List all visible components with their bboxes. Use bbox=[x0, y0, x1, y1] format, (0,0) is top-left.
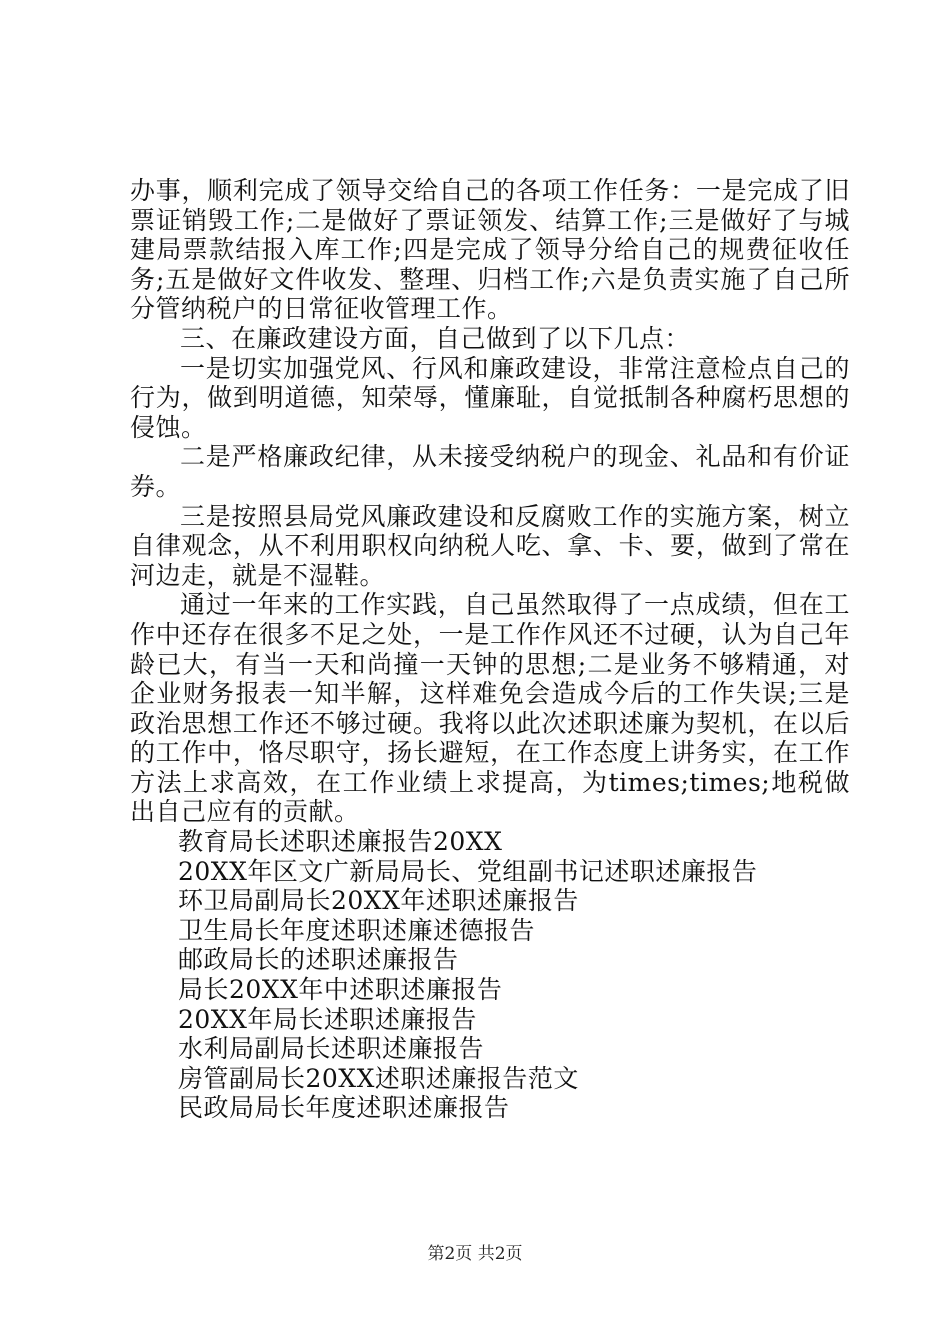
related-title: 水利局副局长述职述廉报告 bbox=[178, 1034, 485, 1064]
document-body bbox=[130, 176, 850, 1123]
related-title: 20XX年区文广新局局长、党组副书记述职述廉报告 bbox=[178, 856, 758, 886]
related-title: 环卫局副局长20XX年述职述廉报告 bbox=[178, 886, 579, 916]
related-title: 20XX年局长述职述廉报告 bbox=[178, 1004, 477, 1034]
related-title: 教育局长述职述廉报告20XX bbox=[178, 827, 503, 857]
paragraph-4: 二是严格廉政纪律，从未接受纳税户的现金、礼品和有价证券。 bbox=[130, 442, 850, 501]
paragraph-6: 通过一年来的工作实践，自己虽然取得了一点成绩，但在工作中还存在很多不足之处，一是工作作风还不过硬，认为自己年龄已大，有当一天和尚撞一天钟的思想;二是业务不够精通，对企业财务报表一知半解，这样难免会造成今后的工作失误;三是政治思想工作还不够过硬。我将以此次述职述廉为契机，在以后的工作中，恪尽职守，扬长避短，在工作态度上讲务实，在工作方法上求高效，在工作业绩上求提高，为times;times;地税做出自己应有的贡献。 bbox=[130, 590, 850, 827]
related-title: 房管副局长20XX述职述廉报告范文 bbox=[178, 1063, 579, 1093]
related-title: 民政局局长年度述职述廉报告 bbox=[178, 1093, 510, 1123]
paragraph-1: 办事，顺利完成了领导交给自己的各项工作任务：一是完成了旧票证销毁工作;二是做好了票证领发、结算工作;三是做好了与城建局票款结报入库工作;四是完成了领导分给自己的规费征收任务;五是做好文件收发、整理、归档工作;六是负责实施了自己所分管纳税户的日常征收管理工作。 bbox=[130, 176, 850, 324]
related-titles-list bbox=[130, 827, 850, 1123]
related-title: 卫生局长年度述职述廉述德报告 bbox=[178, 915, 536, 945]
related-title: 局长20XX年中述职述廉报告 bbox=[178, 975, 503, 1005]
page-number-footer: 第2页 共2页 bbox=[427, 1244, 523, 1264]
paragraph-2: 三、在廉政建设方面，自己做到了以下几点： bbox=[180, 323, 691, 353]
related-title: 邮政局长的述职述廉报告 bbox=[178, 945, 459, 975]
paragraph-5: 三是按照县局党风廉政建设和反腐败工作的实施方案，树立自律观念，从不利用职权向纳税人吃、拿、卡、要，做到了常在河边走，就是不湿鞋。 bbox=[130, 501, 850, 590]
paragraph-3: 一是切实加强党风、行风和廉政建设，非常注意检点自己的行为，做到明道德，知荣辱，懂廉耻，自觉抵制各种腐朽思想的侵蚀。 bbox=[130, 353, 850, 442]
